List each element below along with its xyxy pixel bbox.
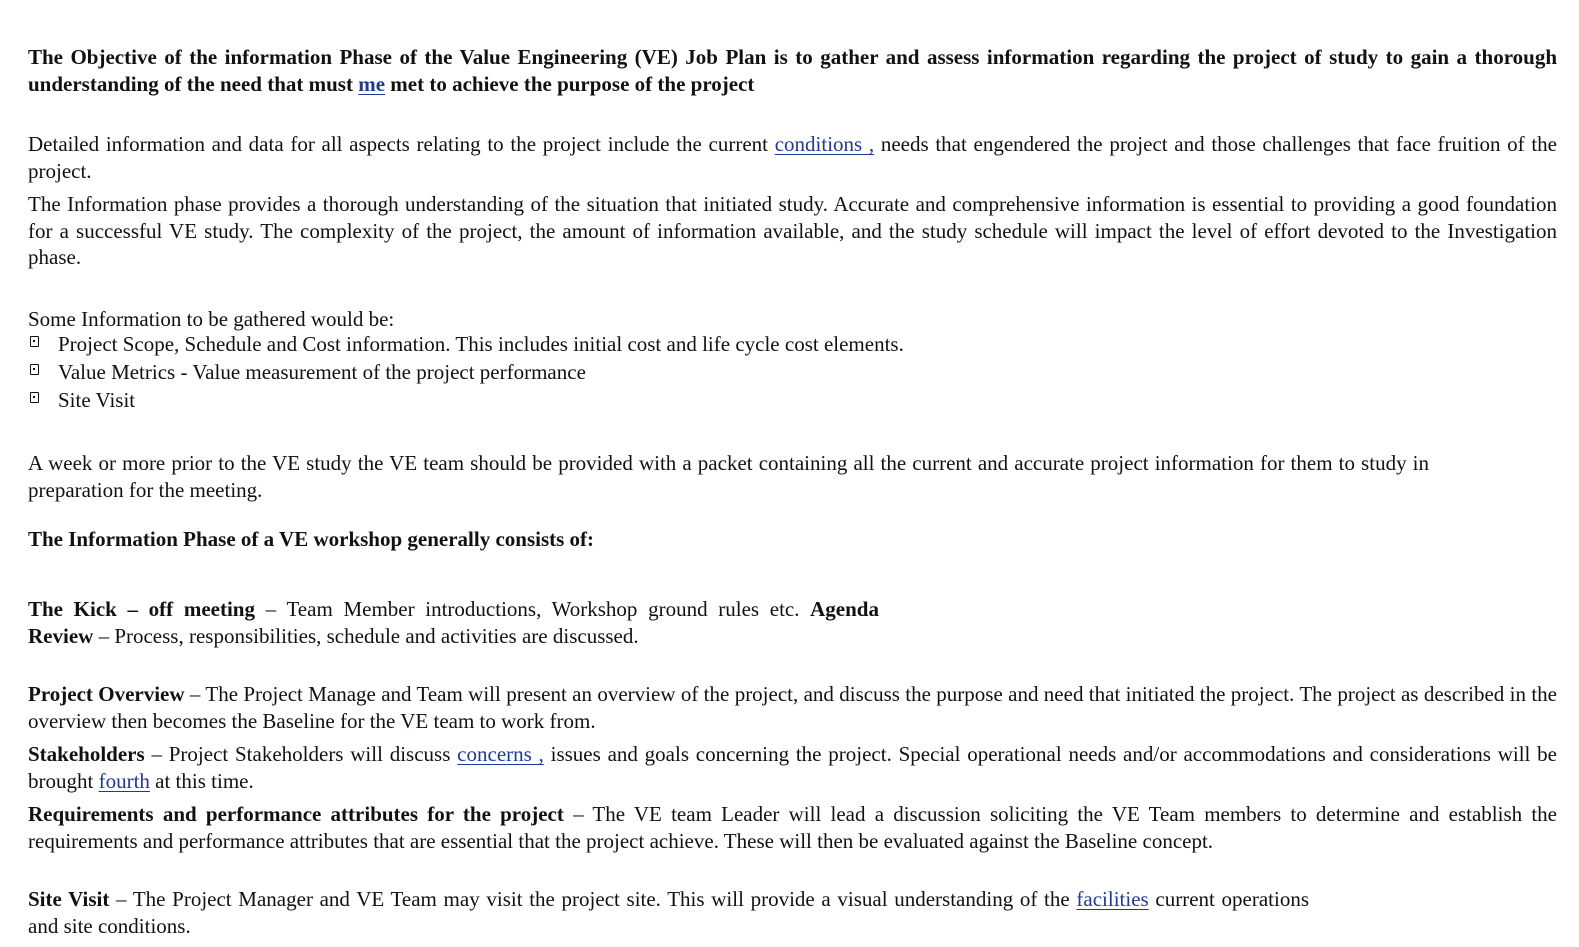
detail-text-end: needs that engendered the project and those challenges that face fruition of the project. (28, 132, 1557, 183)
site-visit-paragraph (28, 886, 1309, 939)
list-item (28, 358, 904, 386)
list-item (28, 330, 904, 358)
objective-text-end: met to achieve the purpose of the project (385, 71, 755, 96)
agenda-review-title: Agenda Review (28, 597, 879, 648)
stakeholders-text-3: at this time. (149, 768, 254, 793)
bullet-icon (30, 336, 39, 347)
information-list (28, 330, 904, 414)
detail-text-start: Detailed information and data for all aspects relating to the project include the current (28, 132, 775, 156)
kickoff-text: – Team Member introductions, Workshop ground rules etc. (254, 597, 811, 621)
project-overview-text: – The Project Manage and Team will present an overview of the project, and discuss the purpose and need that initiated the project. The project as described in the overview then becomes the Baseline for the VE team to work from. (28, 682, 1557, 733)
list-item-text: Site Visit (58, 388, 136, 412)
list-intro: Some Information to be gathered would be: (28, 307, 395, 331)
packet-paragraph: A week or more prior to the VE study the VE team should be provided with a packet containing all the current and accurate project information for them to study in preparation for the meeting. (28, 451, 1429, 502)
objective-heading (28, 44, 1557, 97)
kickoff-title: The Kick – off meeting (28, 597, 255, 621)
spelling-link-me[interactable]: me (358, 71, 386, 96)
site-visit-title: Site Visit (28, 887, 110, 911)
project-overview-title: Project Overview (28, 682, 185, 706)
objective-text-start: The Objective of the information Phase of the Value Engineering (VE) Job Plan is to gather and assess information regarding the project of study to gain a thorough understanding of the need that must (28, 45, 1557, 96)
kickoff-paragraph (28, 596, 879, 649)
spelling-link-fourth[interactable]: fourth (98, 768, 150, 793)
stakeholders-text-2: issues and goals concerning the project. Special operational needs and/or accommodations and considerations will be brought (28, 742, 1557, 793)
information-phase-paragraph: The Information phase provides a thorough understanding of the situation that initiated study. Accurate and comprehensive information is essential to providing a good foundation for a successful VE study. The complexity of the project, the amount of information available, and the study schedule will impact the level of effort devoted to the Investigation phase. (28, 192, 1557, 269)
list-item-text: Project Scope, Schedule and Cost information. This includes initial cost and life cycle cost elements. (58, 332, 904, 356)
section-heading: The Information Phase of a VE workshop generally consists of: (28, 527, 595, 551)
stakeholders-title: Stakeholders (28, 742, 145, 766)
list-item (28, 386, 904, 414)
project-overview-paragraph (28, 681, 1557, 734)
stakeholders-paragraph (28, 741, 1557, 794)
spelling-link-conditions[interactable]: conditions , (774, 132, 875, 156)
site-visit-text-2: current operations and site conditions. (28, 887, 1310, 938)
requirements-text: – The VE team Leader will lead a discussion soliciting the VE Team members to determine and establish the requirements and performance attributes that are essential that the project achieve. These will then be evaluated against the Baseline concept. (28, 802, 1557, 853)
detail-paragraph (28, 131, 1557, 184)
spelling-link-concerns[interactable]: concerns , (457, 742, 544, 766)
bullet-icon (30, 364, 39, 375)
spelling-link-facilities[interactable]: facilities (1076, 887, 1149, 911)
site-visit-text-1: – The Project Manager and VE Team may visit the project site. This will provide a visual understanding of the (109, 887, 1077, 911)
requirements-title: Requirements and performance attributes for the project (28, 802, 564, 826)
requirements-paragraph (28, 801, 1557, 854)
agenda-review-text: – Process, responsibilities, schedule and activities are discussed. (93, 623, 639, 648)
stakeholders-text-1: – Project Stakeholders will discuss (144, 742, 458, 766)
bullet-icon (30, 392, 39, 403)
list-item-text: Value Metrics - Value measurement of the project performance (58, 360, 586, 384)
